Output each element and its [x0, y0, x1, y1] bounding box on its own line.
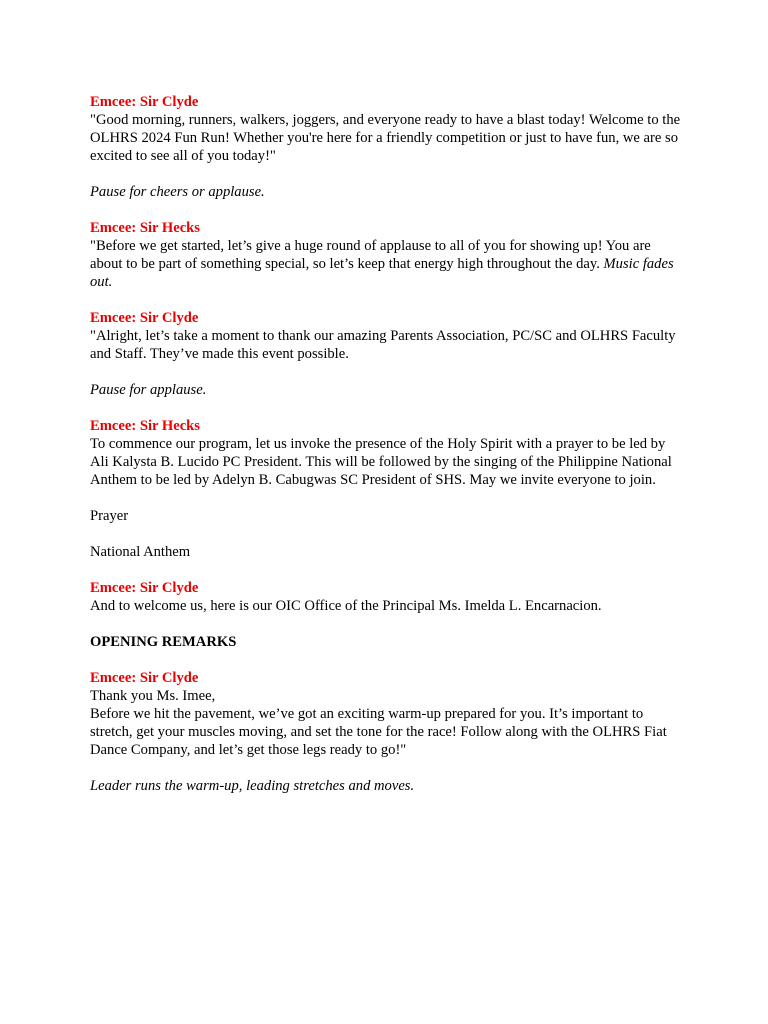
speaker-label: Emcee: Sir Hecks — [90, 220, 200, 236]
program-item-anthem — [90, 543, 682, 561]
dialogue-text: To commence our program, let us invoke the presence of the Holy Spirit with a prayer to be led by Ali Kalysta B. Lucido PC President. This will be followed by the singing of the Philippine National Anthem to be led by Adelyn B. Cabugwas SC President of SHS. May we invite everyone to join. — [90, 436, 672, 488]
document-body — [90, 93, 682, 813]
program-item-label: Prayer — [90, 508, 129, 524]
section-heading: OPENING REMARKS — [90, 634, 237, 650]
section-heading-block — [90, 633, 682, 651]
speaker-label: Emcee: Sir Clyde — [90, 94, 199, 110]
script-block-introduction — [90, 579, 682, 615]
stage-direction: Pause for cheers or applause. — [90, 184, 265, 200]
stage-direction: Leader runs the warm-up, leading stretches and moves. — [90, 778, 415, 794]
dialogue-text: "Good morning, runners, walkers, joggers, and everyone ready to have a blast today! Welcome to the OLHRS 2024 Fun Run! Whether you're here for a friendly competition or just to have fun, we are so excited to see all of you today!" — [90, 112, 681, 164]
script-block-welcome — [90, 93, 682, 165]
program-item-prayer — [90, 507, 682, 525]
stage-direction: Pause for applause. — [90, 382, 207, 398]
stage-direction-block — [90, 777, 682, 795]
script-block-thanks — [90, 309, 682, 363]
script-block-invocation — [90, 417, 682, 489]
dialogue-text: And to welcome us, here is our OIC Office of the Principal Ms. Imelda L. Encarnacion. — [90, 598, 602, 614]
dialogue-text: "Alright, let’s take a moment to thank our amazing Parents Association, PC/SC and OLHRS Faculty and Staff. They’ve made this event possible. — [90, 328, 676, 362]
dialogue-text: Thank you Ms. Imee, — [90, 688, 216, 704]
speaker-label: Emcee: Sir Clyde — [90, 670, 199, 686]
script-block-warmup — [90, 669, 682, 759]
stage-direction-block — [90, 183, 682, 201]
speaker-label: Emcee: Sir Clyde — [90, 580, 199, 596]
stage-direction-block — [90, 381, 682, 399]
speaker-label: Emcee: Sir Clyde — [90, 310, 199, 326]
dialogue-text: "Before we get started, let’s give a huge round of applause to all of you for showing up! You are about to be part of something special, so let’s keep that energy high throughout the day. — [90, 238, 651, 272]
dialogue-text: Before we hit the pavement, we’ve got an exciting warm-up prepared for you. It’s important to stretch, get your muscles moving, and set the tone for the race! Follow along with the OLHRS Fiat Dance Company, and let’s get those legs ready to go!" — [90, 706, 667, 758]
script-block-applause — [90, 219, 682, 291]
program-item-label: National Anthem — [90, 544, 191, 560]
stage-direction: Music fades out. — [90, 256, 674, 290]
speaker-label: Emcee: Sir Hecks — [90, 418, 200, 434]
